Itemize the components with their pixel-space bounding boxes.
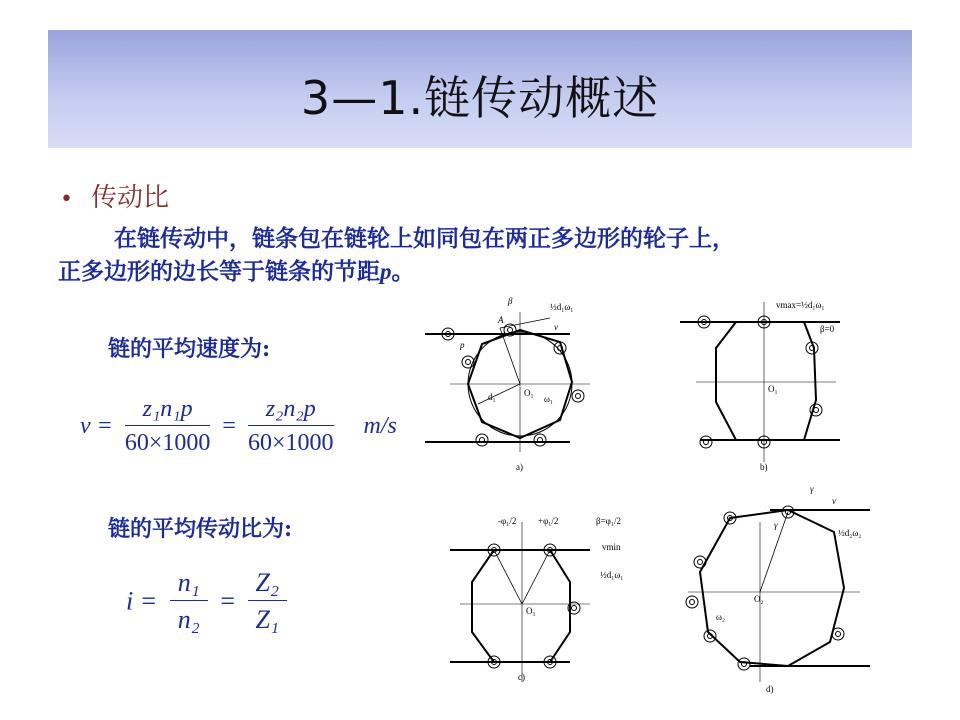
label-O1-a: O₁ [524,388,534,398]
label-gamma: γ [774,520,778,530]
avg-speed-label: 链的平均速度为: [108,336,271,362]
formula-v-den-1: 60×1000 [124,430,211,456]
chain-polygon-figure [420,292,880,700]
panel-d [686,484,870,694]
panel-b [680,300,840,472]
formula-v-num-1: z₁n₁p [125,396,211,426]
label-v-a: v [554,322,558,332]
bullet-item [60,177,169,214]
label-O2: O₂ [754,594,764,604]
caption-b: b) [760,462,768,472]
formula-i-lhs: i = [126,586,158,616]
caption-d: d) [766,684,774,694]
formula-v-frac-1 [125,396,211,457]
description-paragraph [58,222,898,288]
bullet-dot: • [60,187,73,212]
formula-i-num-2: Z₂ [248,568,288,601]
paragraph-line-2: 正多边形的边长等于链条的节距 [58,258,380,285]
label-half-d1w1-c: ½d₁ω₁ [600,570,624,580]
formula-i-frac-2 [248,568,288,635]
label-O1-c: O₁ [526,606,536,616]
label-w1-a: ω₁ [544,394,554,404]
label-half-d2w2: ½d₂ω₂ [838,528,862,538]
formula-v-num-2: z₂n₂p [248,396,334,426]
label-vmax: vmax=½d₁ω₁ [776,300,825,310]
caption-a: a) [516,462,523,472]
label-beta-phi: β=φ₁/2 [596,516,621,526]
caption-c: c) [518,672,525,682]
slide-title: 3—1.链传动概述 [300,71,660,125]
formula-i-frac-1 [170,568,208,635]
label-d1: d₁ [488,392,496,402]
formula-i-eq: = [220,586,235,616]
label-p: p [460,340,465,350]
label-vmin: vmin [602,542,621,552]
bullet-label: 传动比 [90,183,169,213]
title-bar [48,30,912,148]
ratio-formula [126,568,293,635]
label-pos-phi: +φ₁/2 [538,516,559,526]
formula-i-den-2: Z₁ [255,605,279,634]
avg-ratio-label: 链的平均传动比为: [108,516,293,542]
formula-v-frac-2 [248,396,334,457]
panel-c [450,516,623,682]
label-gamma-top: γ [810,484,814,494]
label-half-d1w1: ½d₁ω₁ [550,302,574,312]
label-v-d: v [832,496,836,506]
formula-v-lhs: v = [80,413,113,439]
formula-i-den-1: n₂ [177,605,200,634]
label-beta0: β=0 [820,324,835,334]
paragraph-end: 。 [391,258,415,285]
panel-a [425,296,590,472]
paragraph-line-1: 在链传动中，链条包在链轮上如同包在两正多边形的轮子上， [114,225,735,252]
label-A: A [498,315,504,325]
label-O1-b: O₁ [768,384,778,394]
label-w2: ω₂ [716,612,726,622]
label-neg-phi: -φ₁/2 [498,516,517,526]
formula-v-den-2: 60×1000 [247,430,334,456]
formula-v-eq: = [222,413,236,439]
pitch-variable: p [380,259,392,284]
speed-formula [80,396,397,457]
label-beta-a: β [508,296,513,306]
formula-i-num-1: n₁ [170,568,208,601]
formula-v-unit: m/s [363,413,397,439]
